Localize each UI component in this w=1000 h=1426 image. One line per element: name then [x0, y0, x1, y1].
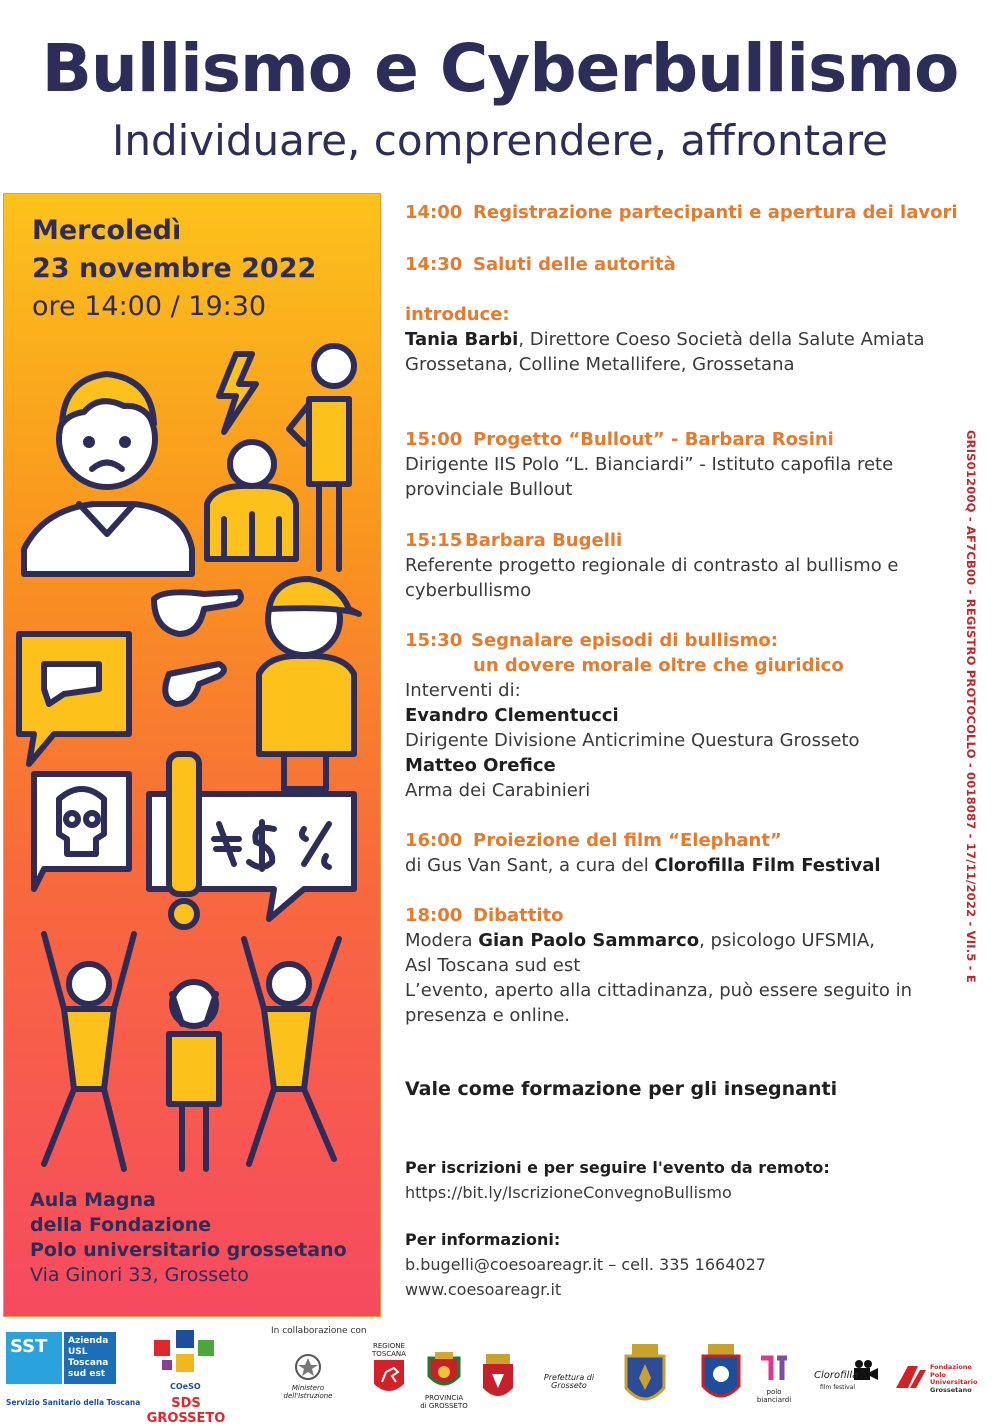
celebrating-figures-icon	[44, 934, 339, 1169]
item-time: 16:00	[405, 830, 463, 851]
polo-mark-icon	[757, 1352, 791, 1386]
contact-email-phone[interactable]: b.bugelli@coesoareagr.it – cell. 335 1664027	[405, 1255, 766, 1274]
training-note: Vale come formazione per gli insegnanti	[405, 1078, 838, 1100]
usl-box	[64, 1332, 116, 1384]
regione-label-1: REGIONE	[373, 1342, 405, 1350]
registration-info	[405, 1155, 965, 1205]
program-item-7	[405, 828, 965, 878]
event-day: Mercoledì	[32, 215, 182, 246]
program-item-3	[405, 302, 965, 377]
event-date	[32, 212, 316, 326]
item-title: Registrazione partecipanti e apertura dei lavori	[473, 202, 958, 223]
item-desc: di Gus Van Sant, a cura del	[405, 855, 655, 876]
fondazione-logo	[894, 1358, 994, 1398]
provincia-label-1: PROVINCIA	[424, 1394, 464, 1402]
program-item-5	[405, 528, 965, 603]
event-hours: ore 14:00 / 19:30	[32, 291, 267, 322]
item-time: 15:15	[405, 530, 463, 551]
fondazione-label	[930, 1364, 994, 1394]
polo-bianciardi-logo	[754, 1352, 794, 1412]
item-time: 14:30	[405, 254, 463, 275]
provincia-shield-icon	[426, 1352, 462, 1392]
item-time: 15:00	[405, 429, 463, 450]
location-line1: Aula Magna	[30, 1189, 156, 1211]
fondazione-line3: Grossetano	[930, 1385, 972, 1394]
location-address: Via Ginori 33, Grosseto	[30, 1264, 249, 1286]
event-full-date: 23 novembre 2022	[32, 253, 317, 284]
program-item-8	[405, 903, 965, 1028]
item-desc: Referente progetto regionale di contrasto al bullismo e cyberbullismo	[405, 555, 899, 601]
polo-label-1: polo	[766, 1388, 782, 1396]
ministero-label: Ministero dell'Istruzione	[283, 1384, 333, 1400]
item-time: 14:00	[405, 202, 463, 223]
pointing-speech-bubble-icon	[19, 634, 129, 764]
event-location	[30, 1188, 347, 1288]
program-item-2	[405, 252, 965, 277]
sst-logo-mark: SST	[6, 1332, 62, 1384]
registration-label: Per iscrizioni e per seguire l'evento da remoto:	[405, 1158, 830, 1177]
sds-grosseto-logo	[136, 1326, 236, 1426]
carabinieri-crest-icon	[700, 1344, 742, 1406]
usl-box-line1: Azienda	[68, 1336, 109, 1346]
program-item-6	[405, 628, 965, 803]
location-line3: Polo universitario grossetano	[30, 1239, 347, 1261]
comune-grosseto-logo	[480, 1352, 516, 1404]
collaboration-label: In collaborazione con	[271, 1326, 367, 1336]
location-line2: della Fondazione	[30, 1214, 212, 1236]
event-subtitle: Individuare, comprendere, affrontare	[111, 116, 889, 165]
pointing-hand-icon	[165, 664, 224, 704]
fondazione-line2: Polo Universitario	[930, 1370, 978, 1386]
item-title: Dibattito	[473, 905, 564, 926]
speaker-name: Tania Barbi	[405, 329, 519, 350]
sst-logo	[6, 1332, 141, 1412]
registration-link[interactable]: https://bit.ly/IscrizioneConvegnoBullismo	[405, 1183, 732, 1202]
item-title: Barbara Bugelli	[465, 530, 623, 551]
speaker-role: Dirigente Divisione Anticrimine Questura Grosseto	[405, 730, 860, 751]
item-label: introduce:	[405, 304, 510, 325]
usl-box-line4: sud est	[68, 1369, 106, 1379]
prefettura-label: Prefettura di Grosseto	[543, 1373, 595, 1390]
kid-with-cap-icon	[259, 579, 359, 789]
moderator-label: Modera	[405, 930, 479, 951]
emblem-icon	[293, 1352, 323, 1382]
polizia-logo	[622, 1344, 668, 1410]
regione-toscana-logo	[366, 1342, 412, 1412]
lightning-icon	[219, 354, 256, 432]
item-time: 15:30	[405, 630, 463, 651]
coeso-label: COeSO	[170, 1382, 201, 1391]
speaker-role: , Direttore Coeso Società della Salute Amiata Grossetana, Colline Metallifere, Grossetana	[405, 329, 925, 375]
pegasus-shield-icon	[372, 1358, 406, 1398]
bullying-illustration	[4, 344, 382, 1194]
contact-label: Per informazioni:	[405, 1230, 561, 1249]
police-crest-icon	[622, 1344, 668, 1410]
moderator-role-2: Asl Toscana sud est	[405, 955, 581, 976]
item-title: Progetto “Bullout” - Barbara Rosini	[473, 429, 834, 450]
item-title-2: un dovere morale oltre che giuridico	[473, 655, 844, 676]
contact-website[interactable]: www.coesoareagr.it	[405, 1280, 562, 1299]
moderator-role: , psicologo UFSMIA,	[699, 930, 875, 951]
usl-box-line3: Toscana	[68, 1358, 109, 1368]
speaker-role: Arma dei Carabinieri	[405, 780, 591, 801]
program-item-4	[405, 427, 965, 502]
festival-name: Clorofilla Film Festival	[654, 855, 881, 876]
item-title: Segnalare episodi di bullismo:	[471, 630, 778, 651]
comune-shield-icon	[480, 1352, 516, 1404]
event-title: Bullismo e Cyberbullismo	[41, 30, 959, 107]
sst-caption: Servizio Sanitario della Toscana	[6, 1398, 141, 1407]
usl-box-line2: USL	[68, 1347, 88, 1357]
carabinieri-logo	[700, 1344, 742, 1406]
speaker-name: Evandro Clementucci	[405, 705, 619, 726]
item-desc: Dirigente IIS Polo “L. Bianciardi” - Istituto capofila rete provinciale Bullout	[405, 454, 894, 500]
event-note: L’evento, aperto alla cittadinanza, può essere seguito in presenza e online.	[405, 980, 912, 1026]
regione-label-2: TOSCANA	[372, 1350, 406, 1358]
clorofilla-logo	[814, 1358, 884, 1398]
skull-bubble-icon	[34, 774, 129, 889]
sad-boy-icon	[24, 374, 192, 574]
item-time: 18:00	[405, 905, 463, 926]
prefettura-logo	[527, 1362, 611, 1398]
provincia-grosseto-logo	[420, 1352, 468, 1414]
fondazione-mark-icon	[894, 1362, 928, 1392]
speaker-name: Matteo Orefice	[405, 755, 556, 776]
pointing-hand-icon	[154, 592, 241, 634]
ministero-logo	[274, 1352, 342, 1412]
coeso-logo-mark	[146, 1326, 226, 1384]
clorofilla-label: Clorofilla	[814, 1370, 859, 1381]
contact-info	[405, 1227, 965, 1302]
crouching-child-icon	[207, 442, 296, 559]
clorofilla-sub: film festival	[820, 1384, 856, 1391]
sds-label: SDS GROSSETO	[146, 1396, 226, 1426]
item-intro: Interventi di:	[405, 680, 521, 701]
polo-label-2: bianciardi	[756, 1396, 792, 1404]
program-item-1	[405, 200, 965, 225]
fondazione-line1: Fondazione	[930, 1363, 972, 1371]
moderator-name: Gian Paolo Sammarco	[478, 930, 700, 951]
item-title: Proiezione del film “Elephant”	[473, 830, 782, 851]
provincia-label-2: di GROSSETO	[420, 1402, 468, 1410]
item-title: Saluti delle autorità	[473, 254, 676, 275]
date-panel	[3, 193, 381, 1317]
footer-logos	[0, 1322, 1000, 1426]
protocol-code: GRIS01200Q - AF7CB00 - REGISTRO PROTOCOLLO - 0018087 - 17/11/2022 - VII.5 - E	[964, 430, 978, 983]
